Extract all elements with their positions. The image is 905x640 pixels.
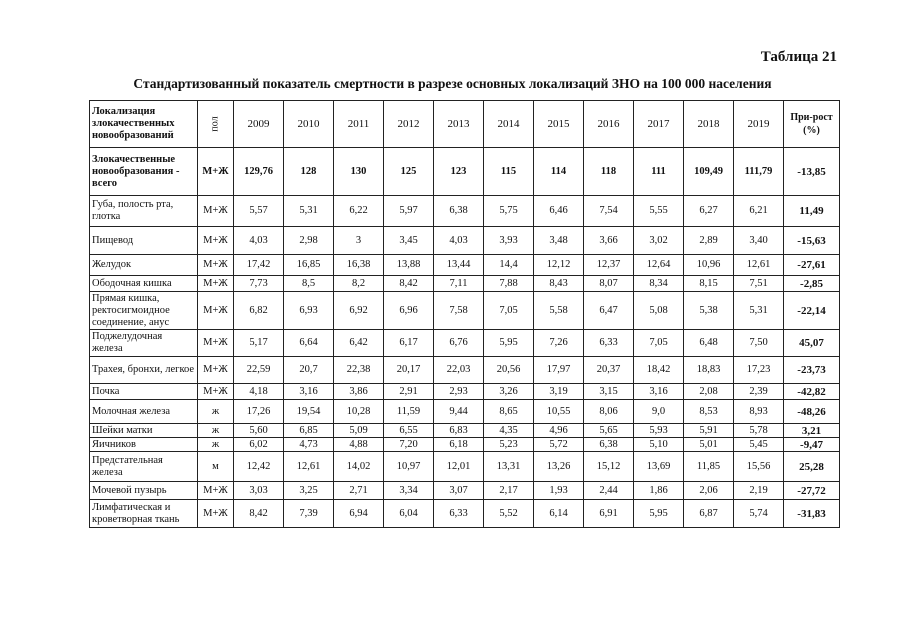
year-header: 2018 [684,101,734,148]
value-cell: 6,93 [284,292,334,330]
sex-cell: М+Ж [198,500,234,528]
value-cell: 5,52 [484,500,534,528]
growth-cell: -27,61 [784,255,840,276]
sex-cell: М+Ж [198,384,234,400]
value-cell: 5,97 [384,196,434,227]
value-cell: 17,23 [734,357,784,384]
sex-cell: М+Ж [198,276,234,292]
value-cell: 16,38 [334,255,384,276]
value-cell: 7,50 [734,330,784,357]
year-header: 2013 [434,101,484,148]
value-cell: 10,96 [684,255,734,276]
value-cell: 6,14 [534,500,584,528]
value-cell: 115 [484,148,534,196]
value-cell: 4,03 [234,227,284,255]
growth-cell: -31,83 [784,500,840,528]
value-cell: 18,42 [634,357,684,384]
value-cell: 12,42 [234,452,284,482]
growth-cell: 25,28 [784,452,840,482]
value-cell: 5,10 [634,438,684,452]
mortality-table [89,100,840,528]
value-cell: 2,91 [384,384,434,400]
value-cell: 6,27 [684,196,734,227]
value-cell: 5,78 [734,424,784,438]
value-cell: 5,91 [684,424,734,438]
localization-header: Локализация злокачественных новообразований [90,101,198,148]
localization-cell: Поджелудочная железа [90,330,198,357]
table-row [90,482,840,500]
value-cell: 12,37 [584,255,634,276]
value-cell: 7,88 [484,276,534,292]
value-cell: 129,76 [234,148,284,196]
growth-cell: -42,82 [784,384,840,400]
sex-cell: м [198,452,234,482]
localization-cell: Почка [90,384,198,400]
value-cell: 4,96 [534,424,584,438]
value-cell: 5,72 [534,438,584,452]
value-cell: 2,89 [684,227,734,255]
growth-cell: 45,07 [784,330,840,357]
value-cell: 6,02 [234,438,284,452]
value-cell: 130 [334,148,384,196]
value-cell: 15,12 [584,452,634,482]
value-cell: 3,93 [484,227,534,255]
value-cell: 111 [634,148,684,196]
value-cell: 5,75 [484,196,534,227]
value-cell: 18,83 [684,357,734,384]
value-cell: 3,07 [434,482,484,500]
value-cell: 5,58 [534,292,584,330]
value-cell: 3,02 [634,227,684,255]
value-cell: 8,2 [334,276,384,292]
value-cell: 8,5 [284,276,334,292]
value-cell: 12,61 [734,255,784,276]
value-cell: 6,18 [434,438,484,452]
growth-cell: -2,85 [784,276,840,292]
value-cell: 3,86 [334,384,384,400]
localization-cell: Яичников [90,438,198,452]
value-cell: 1,93 [534,482,584,500]
value-cell: 8,53 [684,400,734,424]
year-header: 2014 [484,101,534,148]
value-cell: 7,54 [584,196,634,227]
localization-cell: Прямая кишка, ректосигмоидное соединение, анус [90,292,198,330]
localization-cell: Трахея, бронхи, легкое [90,357,198,384]
value-cell: 22,59 [234,357,284,384]
value-cell: 7,26 [534,330,584,357]
growth-cell: -9,47 [784,438,840,452]
value-cell: 6,04 [384,500,434,528]
value-cell: 13,44 [434,255,484,276]
table-row [90,148,840,196]
value-cell: 6,22 [334,196,384,227]
table-row [90,357,840,384]
value-cell: 10,28 [334,400,384,424]
value-cell: 123 [434,148,484,196]
value-cell: 2,93 [434,384,484,400]
value-cell: 7,73 [234,276,284,292]
value-cell: 12,12 [534,255,584,276]
value-cell: 5,65 [584,424,634,438]
value-cell: 5,60 [234,424,284,438]
sex-cell: ж [198,438,234,452]
value-cell: 3,40 [734,227,784,255]
value-cell: 3,16 [634,384,684,400]
value-cell: 6,17 [384,330,434,357]
value-cell: 16,85 [284,255,334,276]
value-cell: 15,56 [734,452,784,482]
value-cell: 22,38 [334,357,384,384]
value-cell: 6,91 [584,500,634,528]
value-cell: 20,7 [284,357,334,384]
growth-header: При-рост (%) [784,101,840,148]
sex-cell: М+Ж [198,292,234,330]
growth-cell: 3,21 [784,424,840,438]
value-cell: 6,33 [434,500,484,528]
value-cell: 5,38 [684,292,734,330]
year-header: 2019 [734,101,784,148]
localization-cell: Злокачественные новообразования - всего [90,148,198,196]
value-cell: 2,98 [284,227,334,255]
year-header: 2012 [384,101,434,148]
value-cell: 6,47 [584,292,634,330]
value-cell: 4,35 [484,424,534,438]
sex-cell: М+Ж [198,196,234,227]
value-cell: 10,55 [534,400,584,424]
year-header: 2016 [584,101,634,148]
year-header: 2015 [534,101,584,148]
value-cell: 5,01 [684,438,734,452]
value-cell: 3 [334,227,384,255]
growth-cell: 11,49 [784,196,840,227]
value-cell: 8,06 [584,400,634,424]
value-cell: 128 [284,148,334,196]
growth-cell: -23,73 [784,357,840,384]
value-cell: 2,44 [584,482,634,500]
value-cell: 19,54 [284,400,334,424]
sex-cell: ж [198,400,234,424]
value-cell: 5,93 [634,424,684,438]
value-cell: 6,48 [684,330,734,357]
value-cell: 3,03 [234,482,284,500]
value-cell: 6,64 [284,330,334,357]
value-cell: 8,34 [634,276,684,292]
value-cell: 13,88 [384,255,434,276]
value-cell: 13,26 [534,452,584,482]
value-cell: 12,01 [434,452,484,482]
year-header: 2010 [284,101,334,148]
value-cell: 6,87 [684,500,734,528]
value-cell: 5,95 [484,330,534,357]
value-cell: 5,23 [484,438,534,452]
table-number: Таблица 21 [760,49,837,65]
value-cell: 6,94 [334,500,384,528]
value-cell: 6,83 [434,424,484,438]
growth-cell: -15,63 [784,227,840,255]
localization-cell: Пищевод [90,227,198,255]
sex-cell: М+Ж [198,357,234,384]
value-cell: 6,85 [284,424,334,438]
localization-cell: Желудок [90,255,198,276]
value-cell: 2,39 [734,384,784,400]
value-cell: 5,09 [334,424,384,438]
value-cell: 2,19 [734,482,784,500]
value-cell: 1,86 [634,482,684,500]
value-cell: 5,17 [234,330,284,357]
value-cell: 5,45 [734,438,784,452]
value-cell: 8,93 [734,400,784,424]
value-cell: 3,26 [484,384,534,400]
growth-cell: -48,26 [784,400,840,424]
value-cell: 6,92 [334,292,384,330]
value-cell: 125 [384,148,434,196]
value-cell: 8,42 [234,500,284,528]
value-cell: 5,31 [734,292,784,330]
value-cell: 3,25 [284,482,334,500]
value-cell: 3,66 [584,227,634,255]
table-row [90,384,840,400]
value-cell: 8,07 [584,276,634,292]
sex-cell: М+Ж [198,148,234,196]
value-cell: 2,17 [484,482,534,500]
header-row [90,101,840,148]
value-cell: 13,69 [634,452,684,482]
sex-cell: М+Ж [198,227,234,255]
localization-cell: Губа, полость рта, глотка [90,196,198,227]
value-cell: 5,57 [234,196,284,227]
table-row [90,424,840,438]
sex-cell: М+Ж [198,482,234,500]
value-cell: 9,44 [434,400,484,424]
localization-cell: Ободочная кишка [90,276,198,292]
value-cell: 3,45 [384,227,434,255]
growth-cell: -13,85 [784,148,840,196]
value-cell: 6,42 [334,330,384,357]
localization-cell: Мочевой пузырь [90,482,198,500]
value-cell: 8,43 [534,276,584,292]
value-cell: 2,06 [684,482,734,500]
value-cell: 118 [584,148,634,196]
value-cell: 13,31 [484,452,534,482]
value-cell: 5,55 [634,196,684,227]
value-cell: 6,38 [434,196,484,227]
value-cell: 8,15 [684,276,734,292]
value-cell: 17,26 [234,400,284,424]
value-cell: 109,49 [684,148,734,196]
value-cell: 8,65 [484,400,534,424]
value-cell: 20,56 [484,357,534,384]
value-cell: 6,76 [434,330,484,357]
value-cell: 20,17 [384,357,434,384]
table-title: Стандартизованный показатель смертности в разрезе основных локализаций ЗНО на 100 000 населения [133,76,772,91]
table-row [90,400,840,424]
table-row [90,500,840,528]
value-cell: 22,03 [434,357,484,384]
table-row [90,255,840,276]
value-cell: 17,42 [234,255,284,276]
value-cell: 3,48 [534,227,584,255]
value-cell: 111,79 [734,148,784,196]
growth-cell: -27,72 [784,482,840,500]
value-cell: 6,38 [584,438,634,452]
value-cell: 6,33 [584,330,634,357]
value-cell: 7,05 [484,292,534,330]
localization-cell: Предстательная железа [90,452,198,482]
table-body [90,148,840,528]
value-cell: 7,51 [734,276,784,292]
value-cell: 4,18 [234,384,284,400]
sex-cell: ж [198,424,234,438]
value-cell: 6,82 [234,292,284,330]
localization-cell: Лимфатическая и кроветворная ткань [90,500,198,528]
value-cell: 6,96 [384,292,434,330]
localization-cell: Шейки матки [90,424,198,438]
value-cell: 7,05 [634,330,684,357]
value-cell: 7,11 [434,276,484,292]
year-header: 2011 [334,101,384,148]
value-cell: 5,95 [634,500,684,528]
value-cell: 6,55 [384,424,434,438]
value-cell: 5,74 [734,500,784,528]
value-cell: 4,03 [434,227,484,255]
value-cell: 5,08 [634,292,684,330]
growth-cell: -22,14 [784,292,840,330]
year-header: 2009 [234,101,284,148]
value-cell: 12,61 [284,452,334,482]
value-cell: 9,0 [634,400,684,424]
value-cell: 2,08 [684,384,734,400]
value-cell: 5,31 [284,196,334,227]
value-cell: 114 [534,148,584,196]
value-cell: 3,16 [284,384,334,400]
value-cell: 14,02 [334,452,384,482]
value-cell: 10,97 [384,452,434,482]
value-cell: 3,15 [584,384,634,400]
value-cell: 8,42 [384,276,434,292]
table-row [90,227,840,255]
table-row [90,330,840,357]
value-cell: 7,20 [384,438,434,452]
value-cell: 17,97 [534,357,584,384]
table-row [90,276,840,292]
table-row [90,438,840,452]
value-cell: 7,39 [284,500,334,528]
table-row [90,452,840,482]
value-cell: 4,88 [334,438,384,452]
table-row [90,292,840,330]
year-header: 2017 [634,101,684,148]
value-cell: 2,71 [334,482,384,500]
value-cell: 14,4 [484,255,534,276]
value-cell: 3,34 [384,482,434,500]
value-cell: 20,37 [584,357,634,384]
value-cell: 6,21 [734,196,784,227]
sex-cell: М+Ж [198,255,234,276]
table-row [90,196,840,227]
value-cell: 11,85 [684,452,734,482]
sex-cell: М+Ж [198,330,234,357]
value-cell: 4,73 [284,438,334,452]
value-cell: 7,58 [434,292,484,330]
value-cell: 11,59 [384,400,434,424]
value-cell: 6,46 [534,196,584,227]
value-cell: 12,64 [634,255,684,276]
value-cell: 3,19 [534,384,584,400]
sex-header: пол [198,101,234,148]
localization-cell: Молочная железа [90,400,198,424]
